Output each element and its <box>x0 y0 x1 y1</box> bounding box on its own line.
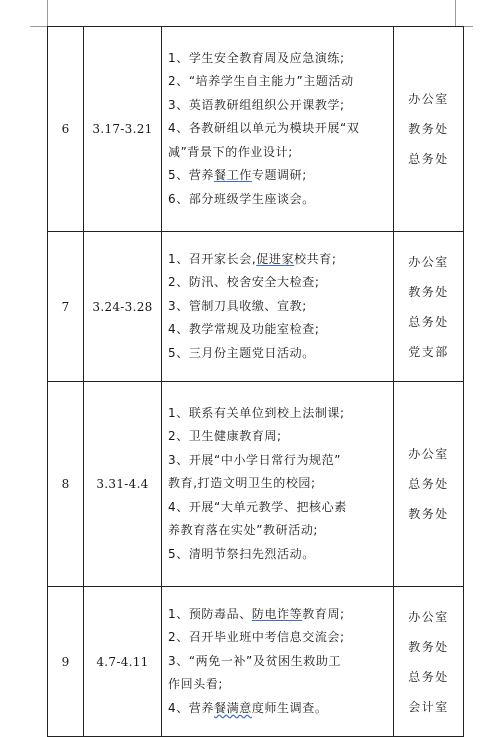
dept-name: 总务处 <box>408 477 449 491</box>
item-text: 3、英语教研组组织公开课教学; <box>168 97 345 112</box>
item-text: 3、开展“中小学日常行为规范” <box>168 452 342 467</box>
work-item-line <box>168 164 389 187</box>
item-text: 4、教学常规及功能室检查; <box>168 322 320 337</box>
underlined-text: 促进家 <box>256 251 295 266</box>
week-date-range: 3.31-4.4 <box>84 382 162 587</box>
dept-name: 教务处 <box>408 507 449 521</box>
dept-name: 总务处 <box>408 669 449 684</box>
work-item-line <box>168 650 389 673</box>
crop-mark <box>47 0 48 26</box>
dept-name: 会计室 <box>408 699 449 714</box>
item-text: 校共育; <box>294 251 337 266</box>
week-number: 9 <box>48 587 84 737</box>
week-row <box>48 27 464 232</box>
item-text: 2、防汛、校舍安全大检查; <box>168 275 320 290</box>
item-text: 5、三月份主题党日活动。 <box>168 345 315 360</box>
item-text: 2、卫生健康教育周; <box>168 429 282 444</box>
work-item-line <box>168 519 389 542</box>
item-text: 1、预防毒品、 <box>168 606 252 621</box>
work-item-line <box>168 543 389 566</box>
item-text: 专题调研; <box>251 168 307 183</box>
responsible-depts-cell <box>394 382 464 587</box>
item-text: 1、联系有关单位到校上法制课; <box>168 406 345 421</box>
work-item-line <box>168 295 389 318</box>
item-text: 教育,打造文明卫生的校园; <box>168 476 316 491</box>
item-text: 4、营养 <box>168 700 215 715</box>
underlined-text: 防电诈等 <box>251 606 303 621</box>
dept-name: 教务处 <box>408 639 449 654</box>
work-item-line <box>168 70 389 93</box>
crop-mark <box>30 26 47 27</box>
work-item-line <box>168 603 389 626</box>
responsible-depts-cell <box>394 232 464 382</box>
work-item-line <box>168 117 389 140</box>
item-text: 5、清明节祭扫先烈活动。 <box>168 546 315 561</box>
item-text: 减”背景下的作业设计; <box>168 144 293 159</box>
work-item-line <box>168 626 389 649</box>
item-text: 养教育落在实处”教研活动; <box>168 523 319 538</box>
work-item-line <box>168 271 389 294</box>
item-text: 作回头看; <box>168 677 224 692</box>
week-row <box>48 587 464 737</box>
dept-name: 总务处 <box>408 314 449 329</box>
item-text: 1、召开家长会, <box>168 251 257 266</box>
dept-name: 办公室 <box>408 447 449 461</box>
week-row <box>48 232 464 382</box>
work-item-line <box>168 188 389 211</box>
schedule-table <box>47 26 464 737</box>
item-text: 4、开展“大单元教学、把核心素 <box>168 499 347 514</box>
underlined-text: 餐工作 <box>214 168 252 183</box>
item-text: 1、学生安全教育周及应急演练; <box>168 51 345 66</box>
dept-name: 教务处 <box>408 284 449 299</box>
work-item-line <box>168 318 389 341</box>
item-text: 3、管制刀具收缴、宣教; <box>168 298 307 313</box>
item-text: 3、“两免一补”及贫困生救助工 <box>168 653 342 668</box>
work-item-line <box>168 673 389 696</box>
item-text: 2、召开毕业班中考信息交流会; <box>168 630 345 645</box>
dept-name: 总务处 <box>408 152 449 166</box>
week-number: 6 <box>48 27 84 232</box>
work-items-cell <box>162 27 394 232</box>
work-item-line <box>168 449 389 472</box>
work-item-line <box>168 496 389 519</box>
work-items-cell <box>162 382 394 587</box>
week-number: 8 <box>48 382 84 587</box>
work-item-line <box>168 402 389 425</box>
work-item-line <box>168 697 389 720</box>
item-text: 6、部分班级学生座谈会。 <box>168 191 315 206</box>
week-row <box>48 382 464 587</box>
work-item-line <box>168 248 389 271</box>
work-item-line <box>168 425 389 448</box>
week-number: 7 <box>48 232 84 382</box>
responsible-depts-cell <box>394 587 464 737</box>
week-date-range: 3.17-3.21 <box>84 27 162 232</box>
dept-name: 教务处 <box>408 122 449 136</box>
underlined-text: 餐满意 <box>214 700 252 715</box>
item-text: 5、营养 <box>168 168 215 183</box>
work-item-line <box>168 94 389 117</box>
dept-name: 办公室 <box>408 92 449 106</box>
dept-name: 党支部 <box>408 344 449 359</box>
item-text: 度师生调查。 <box>251 700 328 715</box>
item-text: 2、“培养学生自主能力”主题活动 <box>168 74 354 89</box>
work-items-cell <box>162 587 394 737</box>
week-date-range: 4.7-4.11 <box>84 587 162 737</box>
item-text: 4、各教研组以单元为模块开展“双 <box>168 121 360 136</box>
crop-mark <box>455 0 456 26</box>
work-item-line <box>168 472 389 495</box>
work-items-cell <box>162 232 394 382</box>
week-date-range: 3.24-3.28 <box>84 232 162 382</box>
dept-name: 办公室 <box>408 254 449 269</box>
work-item-line <box>168 141 389 164</box>
work-item-line <box>168 47 389 70</box>
responsible-depts-cell <box>394 27 464 232</box>
item-text: 教育周; <box>302 606 345 621</box>
work-item-line <box>168 342 389 365</box>
dept-name: 办公室 <box>408 609 449 624</box>
